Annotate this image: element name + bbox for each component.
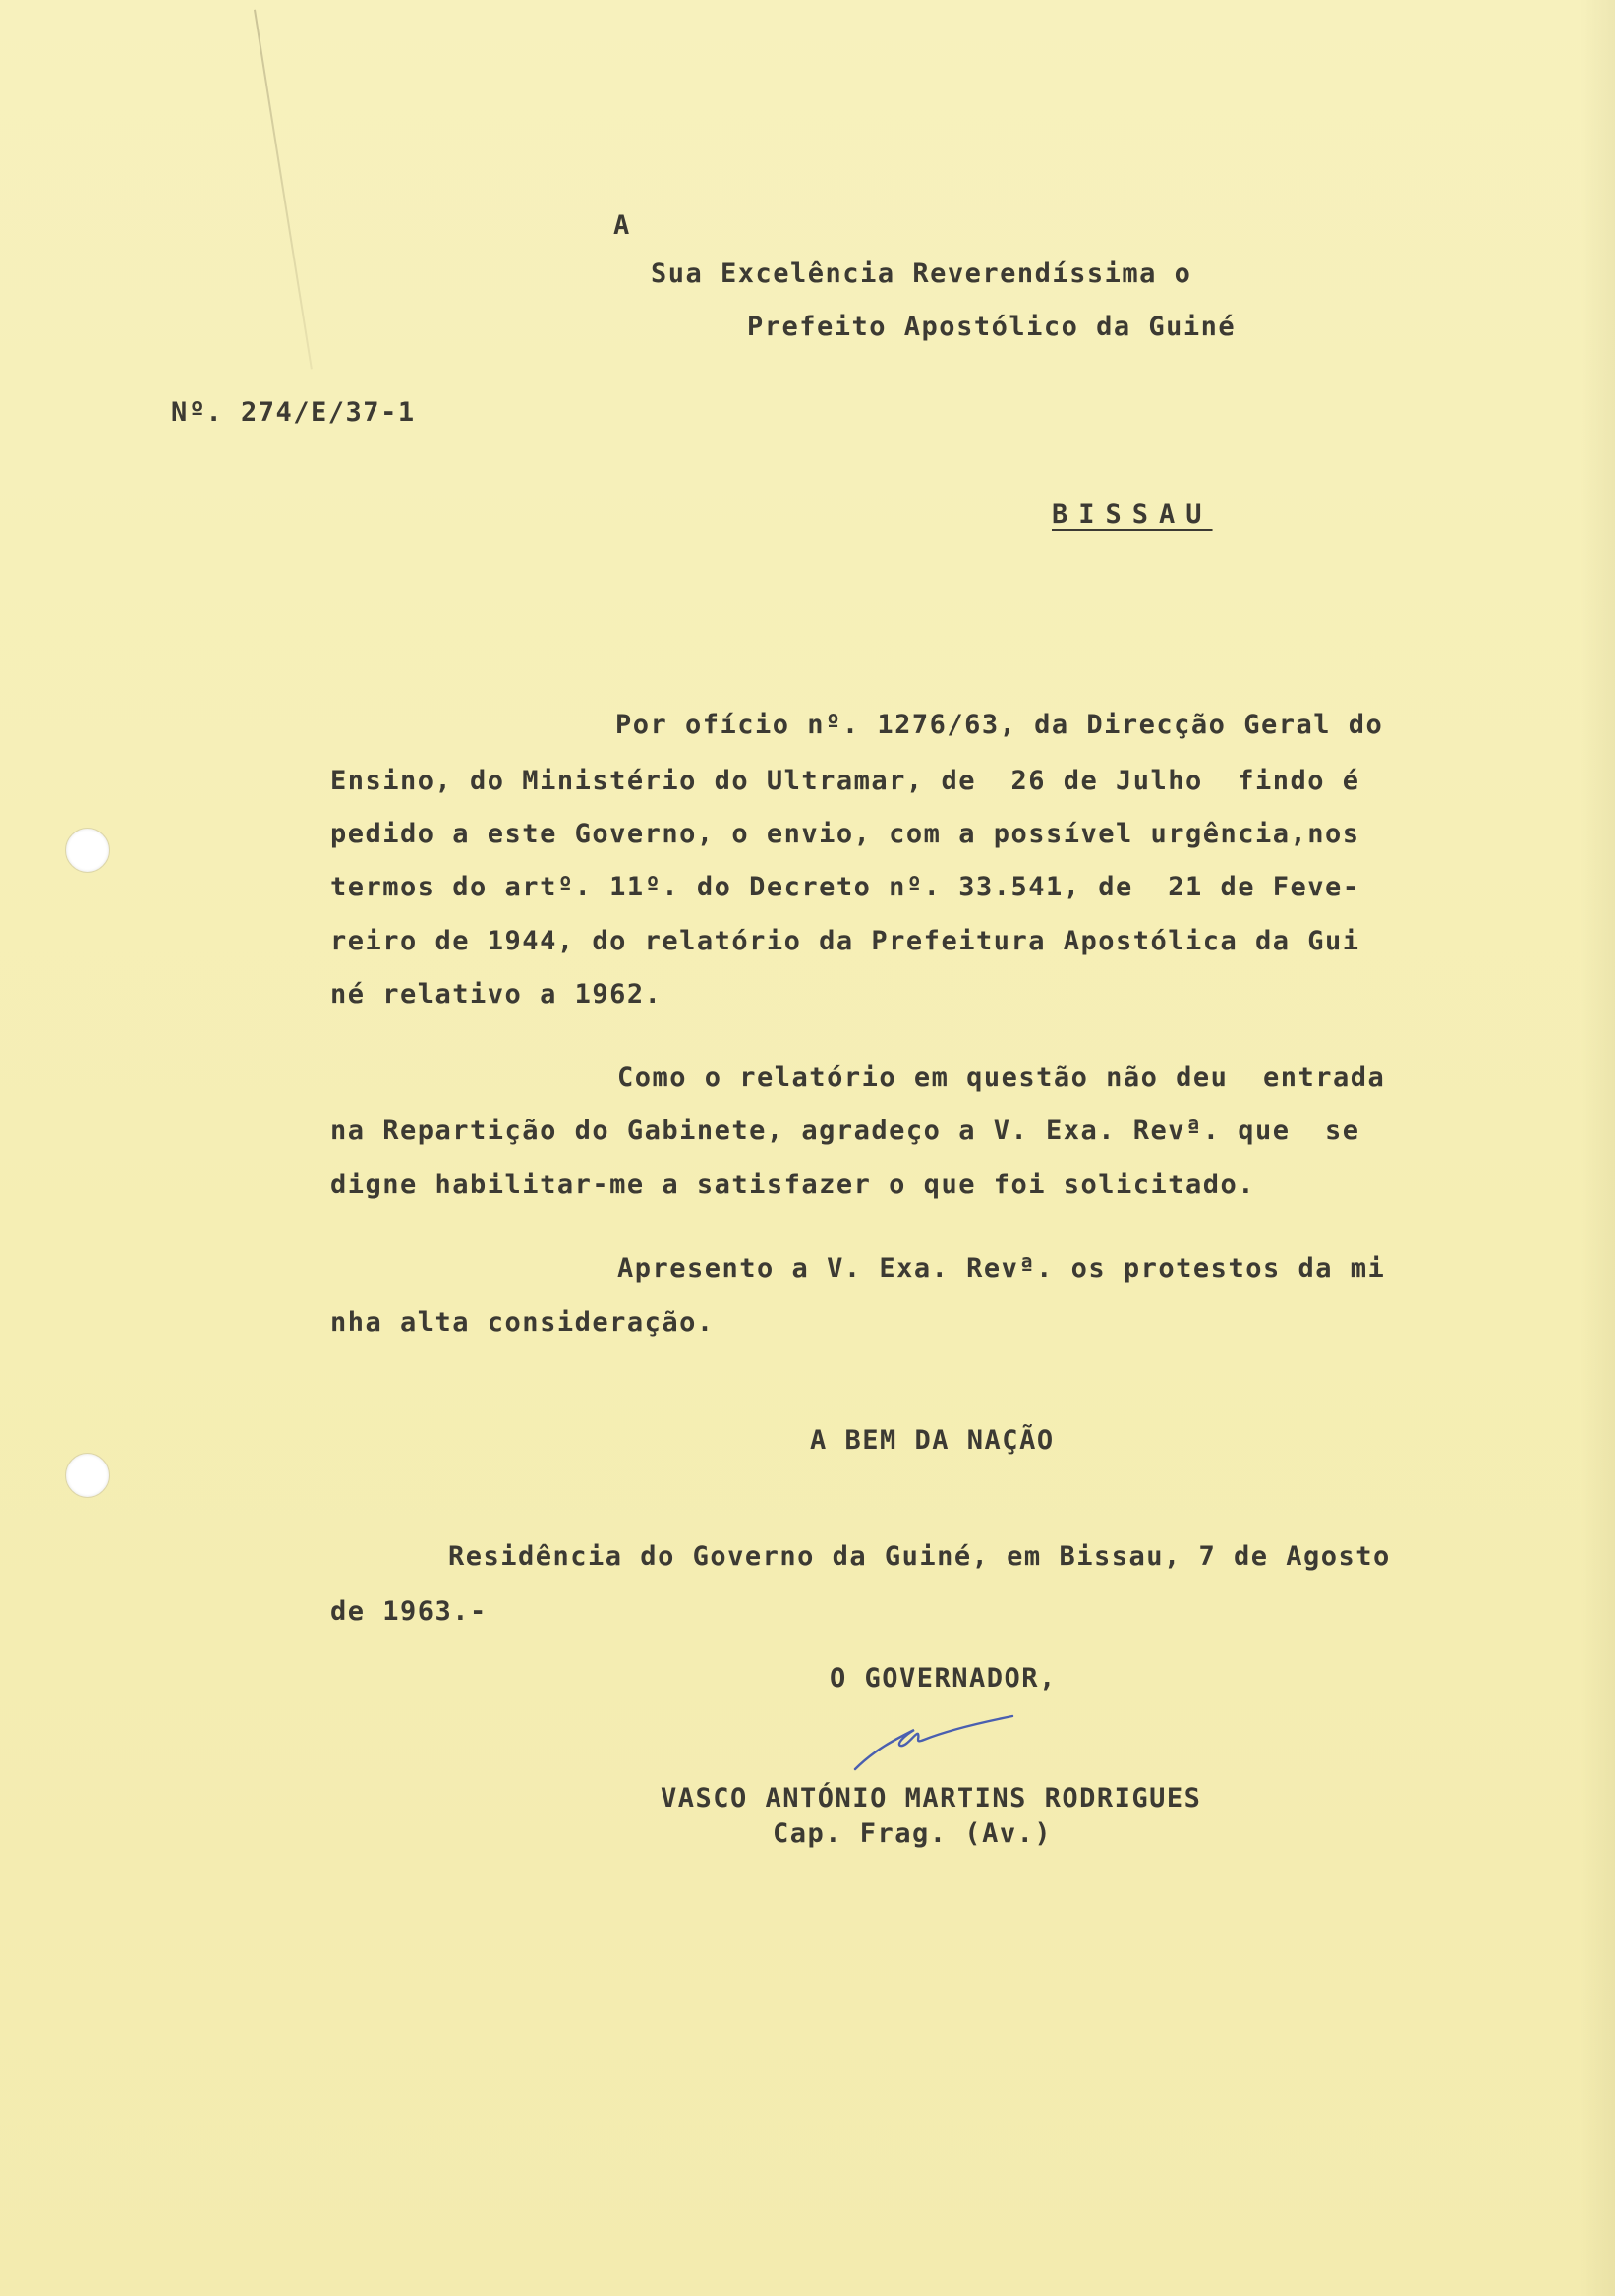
- closing-motto: A BEM DA NAÇÃO: [810, 1425, 1055, 1456]
- handwritten-signature: [836, 1710, 1032, 1779]
- addressee-a: A: [613, 210, 631, 241]
- body-p3-line-1: Apresento a V. Exa. Revª. os protestos da mi: [617, 1253, 1386, 1284]
- signature-title: O GOVERNADOR,: [830, 1663, 1057, 1693]
- signature-name: VASCO ANTÓNIO MARTINS RODRIGUES: [661, 1783, 1202, 1813]
- body-p1-line-3: pedido a este Governo, o envio, com a possível urgência,nos: [330, 819, 1360, 849]
- body-p1-line-5: reiro de 1944, do relatório da Prefeitura Apostólica da Gui: [330, 926, 1360, 956]
- addressee-line-1: Sua Excelência Reverendíssima o: [651, 258, 1192, 289]
- punch-hole-upper: [65, 828, 110, 873]
- body-p1-line-6: né relativo a 1962.: [330, 979, 663, 1009]
- paper-edge-shadow: [1580, 0, 1615, 2296]
- body-p2-line-2: na Repartição do Gabinete, agradeço a V. Exa. Revª. que se: [330, 1116, 1360, 1146]
- place-date-line-1: Residência do Governo da Guiné, em Bissau, 7 de Agosto: [448, 1541, 1391, 1572]
- body-p2-line-3: digne habilitar-me a satisfazer o que foi solicitado.: [330, 1170, 1256, 1200]
- body-p2-line-1: Como o relatório em questão não deu entrada: [617, 1062, 1386, 1093]
- place-heading: BISSAU: [1052, 499, 1213, 530]
- punch-hole-lower: [65, 1453, 110, 1498]
- place-date-line-2: de 1963.-: [330, 1596, 488, 1627]
- addressee-line-2: Prefeito Apostólico da Guiné: [747, 312, 1237, 342]
- body-p1-line-2: Ensino, do Ministério do Ultramar, de 26 de Julho findo é: [330, 766, 1360, 796]
- signature-rank: Cap. Frag. (Av.): [773, 1818, 1053, 1849]
- reference-number: Nº. 274/E/37-1: [171, 397, 416, 428]
- body-p3-line-2: nha alta consideração.: [330, 1307, 715, 1338]
- body-p1-line-4: termos do artº. 11º. do Decreto nº. 33.541, de 21 de Feve-: [330, 872, 1360, 902]
- body-p1-line-1: Por ofício nº. 1276/63, da Direcção Geral do: [615, 710, 1384, 740]
